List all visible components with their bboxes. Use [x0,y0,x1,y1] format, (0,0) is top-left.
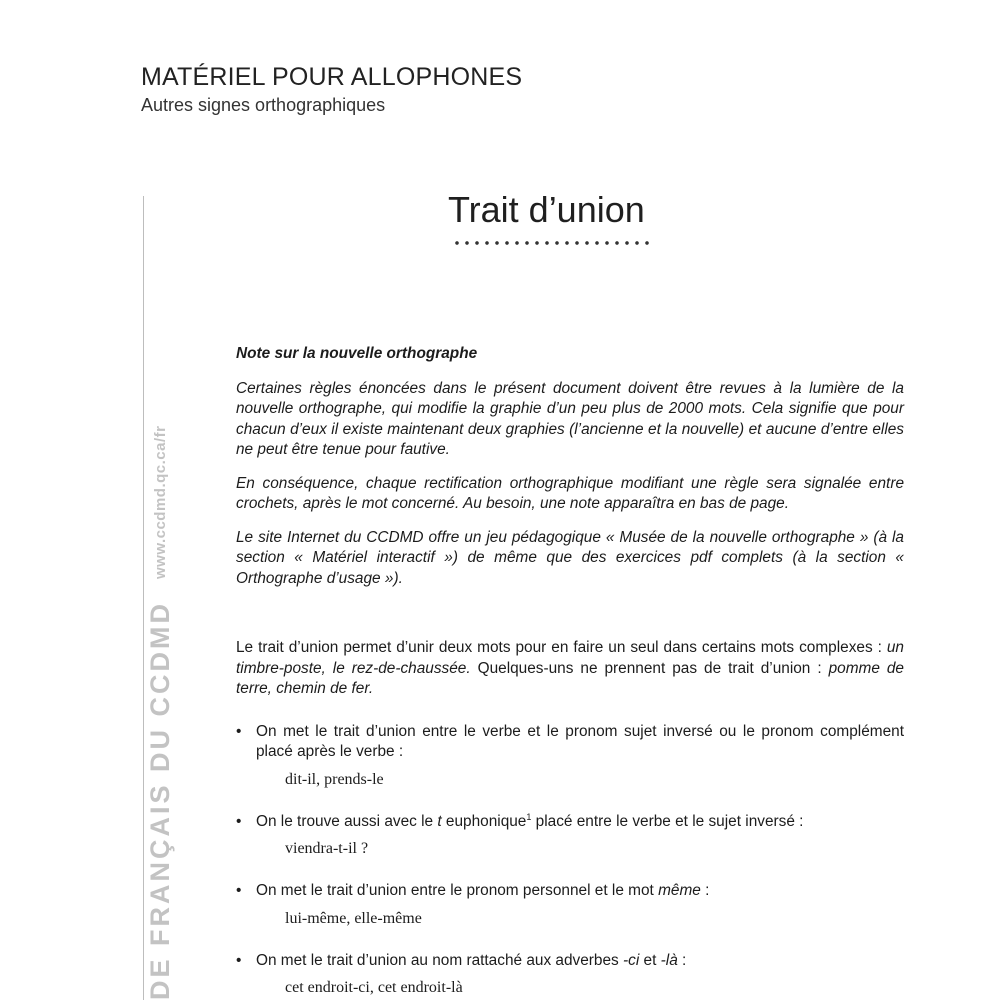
side-banner-url: www.ccdmd.qc.ca/fr [152,425,169,579]
rule-item [236,722,904,790]
page-title: Trait d’union [448,189,645,230]
rule-text [256,812,904,833]
rule-item [236,812,904,860]
bullet: • [236,812,242,830]
rule-term: même [658,882,701,899]
side-divider [143,196,144,1000]
rule-example: lui-même, elle-même [285,909,422,927]
rule-item [236,881,904,929]
intro-example: un timbre-poste, le rez-de-chaussée. [236,639,904,677]
rule-text-part: : [700,882,710,899]
rule-item [236,951,904,999]
rule-text-part: placé entre le verbe et le sujet inversé : [531,812,804,830]
bullet: • [236,882,242,899]
title-dotted-underline [452,241,654,245]
header-title: MATÉRIEL POUR ALLOPHONES [141,63,523,91]
bullet: • [236,951,242,969]
rule-text-part: On le trouve aussi avec le [256,812,438,830]
page-header [141,62,522,117]
side-banner-text: DE FRANÇAIS DU CCDMD [145,601,175,1000]
rule-text [256,951,904,972]
note-paragraph: En conséquence, chaque rectification orthographique modifiant une règle sera signalée entre crochets, après le mot concerné. Au besoin, une note apparaîtra en bas de page. [236,474,904,512]
intro-text: Le trait d’union permet d’unir deux mots pour en faire un seul dans certains mots complexes : [236,639,887,656]
rule-text-part: et [639,951,661,969]
intro-example: pomme de terre, chemin de fer. [236,659,904,697]
rule-text-part: On met le trait d’union au nom rattaché aux adverbes [256,951,624,969]
rule-text-part: : [677,951,687,969]
rule-example: dit-il, prends-le [285,770,384,788]
rule-term: -là [660,951,678,969]
rule-term: -ci [623,951,640,969]
bullet: • [236,722,242,740]
header-subtitle: Autres signes orthographiques [141,95,386,115]
rule-text [256,881,904,902]
rule-example: viendra-t-il ? [285,840,369,857]
intro-text: Quelques-uns ne prennent pas de trait d’union : [470,659,829,677]
rule-text-part: euphonique [441,812,527,830]
rule-term: t [437,812,442,830]
side-banner [145,426,176,1000]
note-paragraph: Certaines règles énoncées dans le présent document doivent être revues à la lumière de la nouvelle orthographe, qui modifie la graphie d’un peu plus de 2000 mots. Cela signifie que pour chacun d’eux il existe maintenant deux graphies (l’ancienne et la nouvelle) et aucune d’entre elles ne peut être tenue pour fautive. [236,379,904,458]
intro-paragraph [236,638,904,700]
footnote-ref: 1 [526,811,532,822]
rule-text: On met le trait d’union entre le verbe et le pronom sujet inversé ou le pronom complément placé après le verbe : [256,722,904,760]
note-heading: Note sur la nouvelle orthographe [236,345,478,362]
note-paragraph: Le site Internet du CCDMD offre un jeu pédagogique « Musée de la nouvelle orthographe » (à la section « Matériel interactif ») de même que des exercices pdf complets (à la section « Orthographe d’usage »). [236,528,904,587]
main-content [236,344,904,1000]
rule-text-part: On met le trait d’union entre le pronom personnel et le mot [256,882,659,899]
rule-example: cet endroit-ci, cet endroit-là [285,979,463,996]
